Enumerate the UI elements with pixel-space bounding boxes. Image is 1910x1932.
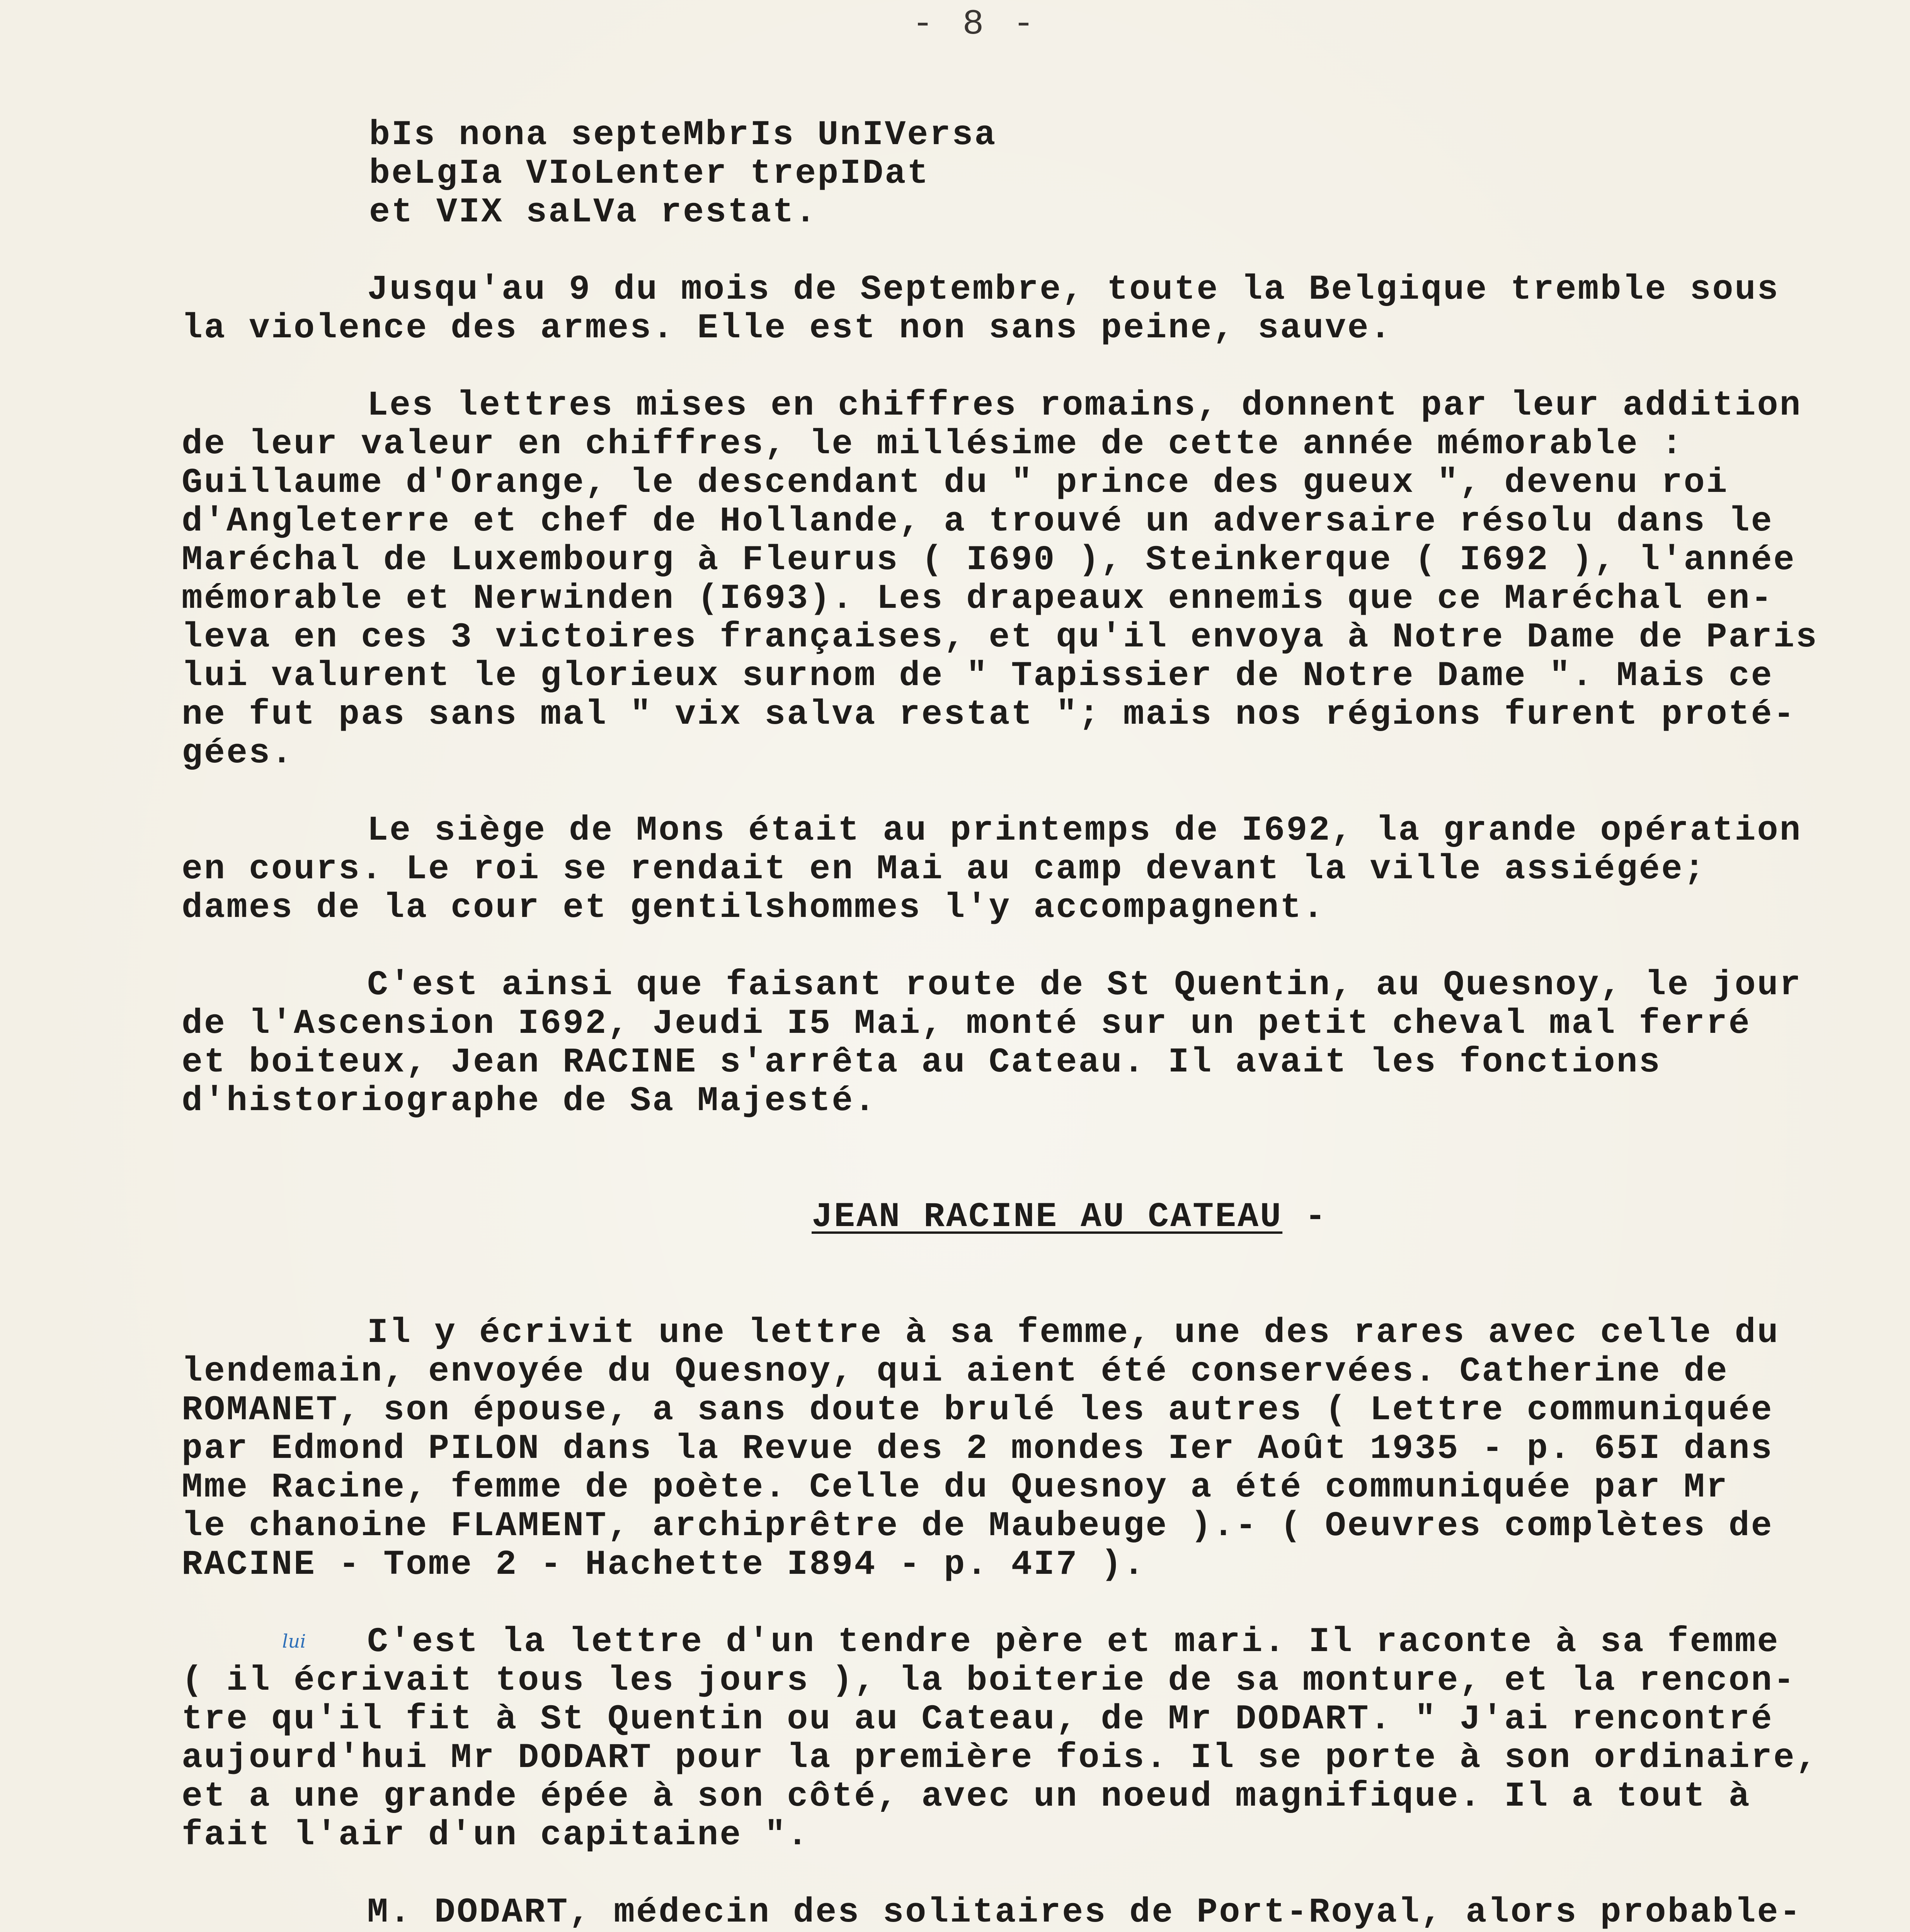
- paragraph-6-line: fait l'air d'un capitaine ".: [182, 1816, 810, 1855]
- paragraph-6-line: ( il écrivait tous les jours ), la boiterie de sa monture, et la rencon-: [182, 1661, 1796, 1701]
- paragraph-6-line: aujourd'hui Mr DODART pour la première fois. Il se porte à son ordinaire,: [182, 1738, 1818, 1778]
- paragraph-2-line: Guillaume d'Orange, le descendant du " prince des gueux ", devenu roi: [182, 463, 1729, 503]
- section-heading-title: JEAN RACINE AU CATEAU: [812, 1197, 1283, 1237]
- paragraph-6-line: et a une grande épée à son côté, avec un noeud magnifique. Il a tout à: [182, 1777, 1751, 1816]
- paragraph-2-line: Maréchal de Luxembourg à Fleurus ( I690 ), Steinkerque ( I692 ), l'année: [182, 541, 1796, 580]
- paragraph-3-line: en cours. Le roi se rendait en Mai au camp devant la ville assiégée;: [182, 850, 1706, 889]
- paragraph-4-line: de l'Ascension I692, Jeudi I5 Mai, monté sur un petit cheval mal ferré: [182, 1004, 1751, 1044]
- paragraph-3-line: Le siège de Mons était au printemps de I692, la grande opération: [367, 811, 1802, 850]
- paragraph-2-line: gées.: [182, 734, 294, 773]
- paragraph-5-line: RACINE - Tome 2 - Hachette I894 - p. 4I7 ).: [182, 1545, 1146, 1585]
- paragraph-4-line: et boiteux, Jean RACINE s'arrêta au Cateau. Il avait les fonctions: [182, 1043, 1661, 1082]
- paragraph-5-line: ROMANET, son épouse, a sans doute brulé les autres ( Lettre communiquée: [182, 1391, 1774, 1430]
- paragraph-2-line: Les lettres mises en chiffres romains, donnent par leur addition: [367, 386, 1802, 425]
- poem-line-2: beLgIa VIoLenter trepIDat: [369, 154, 930, 194]
- handwritten-margin-note: lui: [282, 1631, 306, 1652]
- paragraph-5-line: le chanoine FLAMENT, archiprêtre de Maubeuge ).- ( Oeuvres complètes de: [182, 1507, 1774, 1546]
- paragraph-7-line: M. DODART, médecin des solitaires de Port-Royal, alors probable-: [367, 1893, 1802, 1932]
- section-heading: [812, 1198, 1327, 1236]
- paragraph-4-line: d'historiographe de Sa Majesté.: [182, 1082, 877, 1121]
- paragraph-6-line: C'est la lettre d'un tendre père et mari. Il raconte à sa femme: [367, 1622, 1780, 1662]
- paragraph-1-line: Jusqu'au 9 du mois de Septembre, toute la Belgique tremble sous: [367, 270, 1780, 310]
- paragraph-2-line: ne fut pas sans mal " vix salva restat "; mais nos régions furent proté-: [182, 695, 1796, 735]
- paragraph-3-line: dames de la cour et gentilshommes l'y accompagnent.: [182, 888, 1325, 928]
- section-heading-suffix: -: [1282, 1197, 1328, 1237]
- poem-line-3: et VIX saLVa restat.: [369, 193, 818, 232]
- paragraph-5-line: lendemain, envoyée du Quesnoy, qui aient été conservées. Catherine de: [182, 1352, 1729, 1391]
- page-number: - 8 -: [912, 4, 1038, 44]
- paragraph-2-line: mémorable et Nerwinden (I693). Les drapeaux ennemis que ce Maréchal en-: [182, 579, 1774, 619]
- paragraph-5-line: Il y écrivit une lettre à sa femme, une des rares avec celle du: [367, 1313, 1780, 1353]
- paragraph-2-line: d'Angleterre et chef de Hollande, a trouvé un adversaire résolu dans le: [182, 502, 1774, 541]
- paragraph-5-line: Mme Racine, femme de poète. Celle du Quesnoy a été communiquée par Mr: [182, 1468, 1729, 1507]
- paragraph-4-line: C'est ainsi que faisant route de St Quentin, au Quesnoy, le jour: [367, 966, 1802, 1005]
- paragraph-2-line: de leur valeur en chiffres, le millésime de cette année mémorable :: [182, 425, 1684, 464]
- paragraph-6-line: tre qu'il fit à St Quentin ou au Cateau, de Mr DODART. " J'ai rencontré: [182, 1700, 1774, 1739]
- paragraph-2-line: leva en ces 3 victoires françaises, et qu'il envoya à Notre Dame de Paris: [182, 618, 1818, 657]
- paragraph-2-line: lui valurent le glorieux surnom de " Tapissier de Notre Dame ". Mais ce: [182, 656, 1774, 696]
- paragraph-1-line: la violence des armes. Elle est non sans peine, sauve.: [182, 309, 1392, 348]
- paragraph-5-line: par Edmond PILON dans la Revue des 2 mondes Ier Août 1935 - p. 65I dans: [182, 1429, 1774, 1469]
- poem-line-1: bIs nona septeMbrIs UnIVersa: [369, 116, 997, 155]
